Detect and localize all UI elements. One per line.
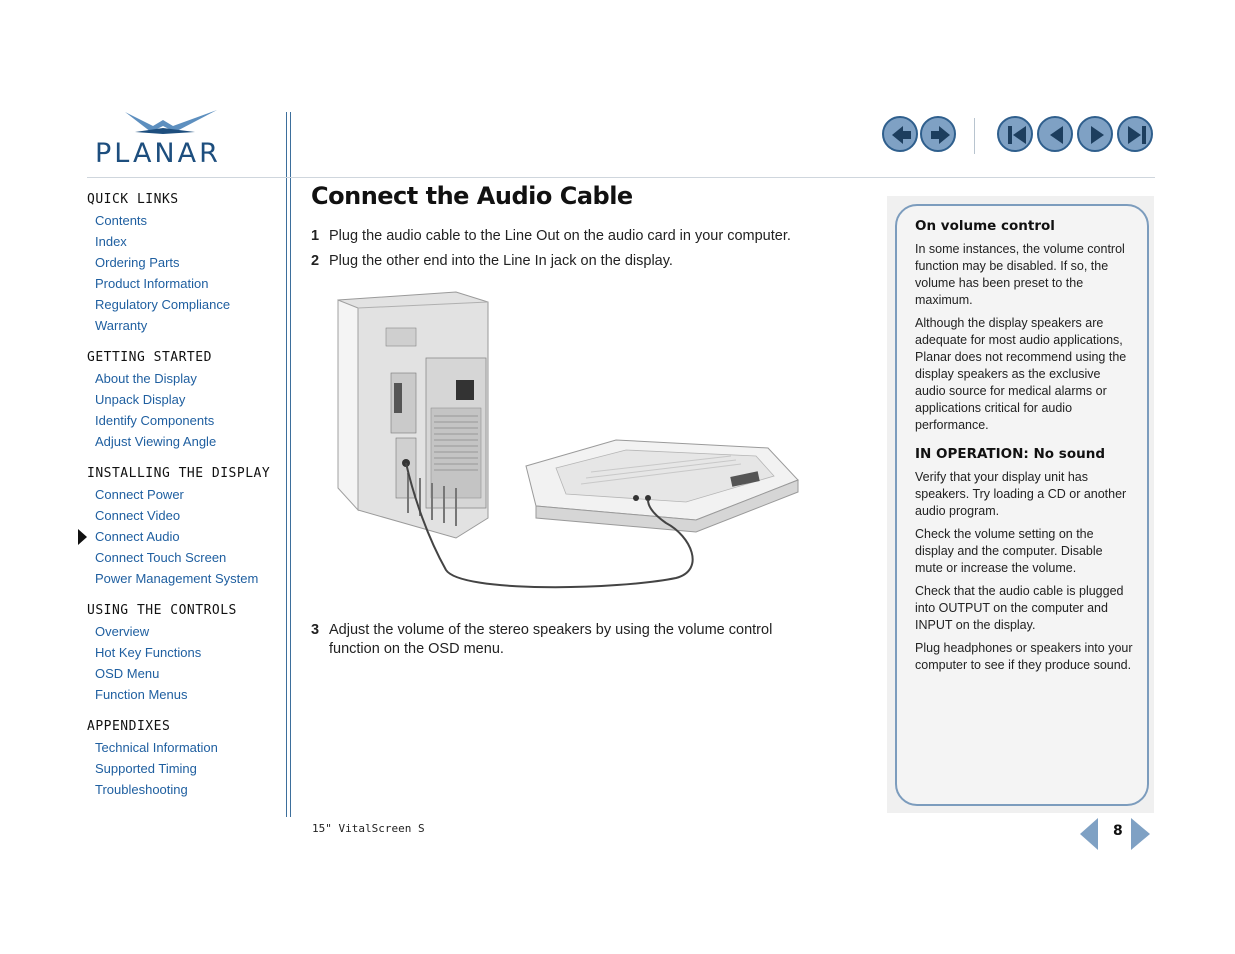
last-page-icon	[1119, 118, 1155, 154]
panel-heading-volume: On volume control	[915, 218, 1055, 234]
nav-link-about-display[interactable]: About the Display	[95, 371, 197, 386]
nav-section-title: USING THE CONTROLS	[87, 603, 237, 618]
nav-link-supported-timing[interactable]: Supported Timing	[95, 761, 197, 776]
panel-paragraph: Verify that your display unit has speakers. Try loading a CD or another audio program.	[915, 470, 1127, 518]
panel-paragraph: Although the display speakers are adequate for most audio applications, Planar does not recommend using the display speakers as the exclusive audio source for medical alarms or applications critical for audio performance.	[915, 316, 1127, 432]
previous-page-button[interactable]	[1037, 116, 1073, 152]
nav-link-troubleshooting[interactable]: Troubleshooting	[95, 782, 188, 797]
step-number: 1	[311, 228, 320, 244]
panel-paragraph: Plug headphones or speakers into your computer to see if they produce sound.	[915, 641, 1133, 672]
nav-link-product-information[interactable]: Product Information	[95, 276, 209, 291]
step-text: Plug the audio cable to the Line Out on the audio card in your computer.	[329, 228, 791, 244]
nav-section-title: GETTING STARTED	[87, 350, 212, 365]
nav-link-hot-key-functions[interactable]: Hot Key Functions	[95, 645, 202, 660]
last-page-button[interactable]	[1117, 116, 1153, 152]
nav-link-unpack-display[interactable]: Unpack Display	[95, 392, 186, 407]
previous-arrow-icon[interactable]	[1080, 818, 1098, 850]
nav-section-title: INSTALLING THE DISPLAY	[87, 466, 271, 481]
logo-text: PLANAR	[95, 138, 221, 169]
nav-link-power-management[interactable]: Power Management System	[95, 571, 259, 586]
first-page-button[interactable]	[997, 116, 1033, 152]
panel-paragraph: Check that the audio cable is plugged into OUTPUT on the computer and INPUT on the display.	[915, 584, 1124, 632]
nav-link-ordering-parts[interactable]: Ordering Parts	[95, 255, 180, 270]
tips-panel-content	[915, 218, 1133, 680]
nav-section-title: APPENDIXES	[87, 719, 171, 734]
nav-link-connect-audio[interactable]	[95, 526, 282, 547]
forward-icon	[922, 118, 958, 154]
back-icon	[884, 118, 920, 154]
logo-mark-icon	[95, 108, 251, 140]
page-number: 8	[1113, 823, 1123, 839]
nav-link-connect-video[interactable]: Connect Video	[95, 508, 181, 523]
page-title: Connect the Audio Cable	[311, 182, 633, 210]
nav-section-title: QUICK LINKS	[87, 192, 179, 207]
step-text: Plug the other end into the Line In jack on the display.	[329, 253, 673, 269]
sidebar-nav	[87, 190, 282, 800]
nav-link-osd-menu[interactable]: OSD Menu	[95, 666, 160, 681]
step-number: 3	[311, 622, 320, 638]
current-page-icon	[78, 529, 87, 545]
nav-link-technical-information[interactable]: Technical Information	[95, 740, 218, 755]
step-text: Adjust the volume of the stereo speakers by using the volume control function on the OSD menu.	[329, 622, 773, 657]
nav-link-regulatory-compliance[interactable]: Regulatory Compliance	[95, 297, 231, 312]
nav-link-overview[interactable]: Overview	[95, 624, 150, 639]
forward-button[interactable]	[920, 116, 956, 152]
planar-logo	[95, 108, 251, 168]
button-separator	[974, 118, 975, 154]
nav-link-contents[interactable]: Contents	[95, 213, 148, 228]
nav-link-identify-components[interactable]: Identify Components	[95, 413, 215, 428]
nav-link-label: Connect Audio	[95, 529, 180, 544]
first-page-icon	[999, 118, 1035, 154]
footer-product-name: 15" VitalScreen S	[312, 822, 425, 835]
next-page-icon	[1079, 118, 1115, 154]
nav-link-adjust-viewing-angle[interactable]: Adjust Viewing Angle	[95, 434, 217, 449]
panel-heading-no-sound: IN OPERATION: No sound	[915, 446, 1105, 462]
next-arrow-icon[interactable]	[1131, 818, 1150, 850]
computer-display-audio-illustration	[336, 288, 806, 593]
nav-link-index[interactable]: Index	[95, 234, 127, 249]
divider-line	[286, 112, 287, 817]
next-page-button[interactable]	[1077, 116, 1113, 152]
panel-paragraph: In some instances, the volume control function may be disabled. If so, the volume has been preset to the maximum.	[915, 242, 1125, 307]
back-button[interactable]	[882, 116, 918, 152]
nav-link-function-menus[interactable]: Function Menus	[95, 687, 188, 702]
nav-link-warranty[interactable]: Warranty	[95, 318, 148, 333]
header-rule	[87, 177, 1155, 178]
nav-link-connect-touch-screen[interactable]: Connect Touch Screen	[95, 550, 227, 565]
previous-page-icon	[1039, 118, 1075, 154]
step-number: 2	[311, 253, 320, 269]
divider-line	[290, 112, 291, 817]
nav-link-connect-power[interactable]: Connect Power	[95, 487, 184, 502]
panel-paragraph: Check the volume setting on the display and the computer. Disable mute or increase the volume.	[915, 527, 1103, 575]
